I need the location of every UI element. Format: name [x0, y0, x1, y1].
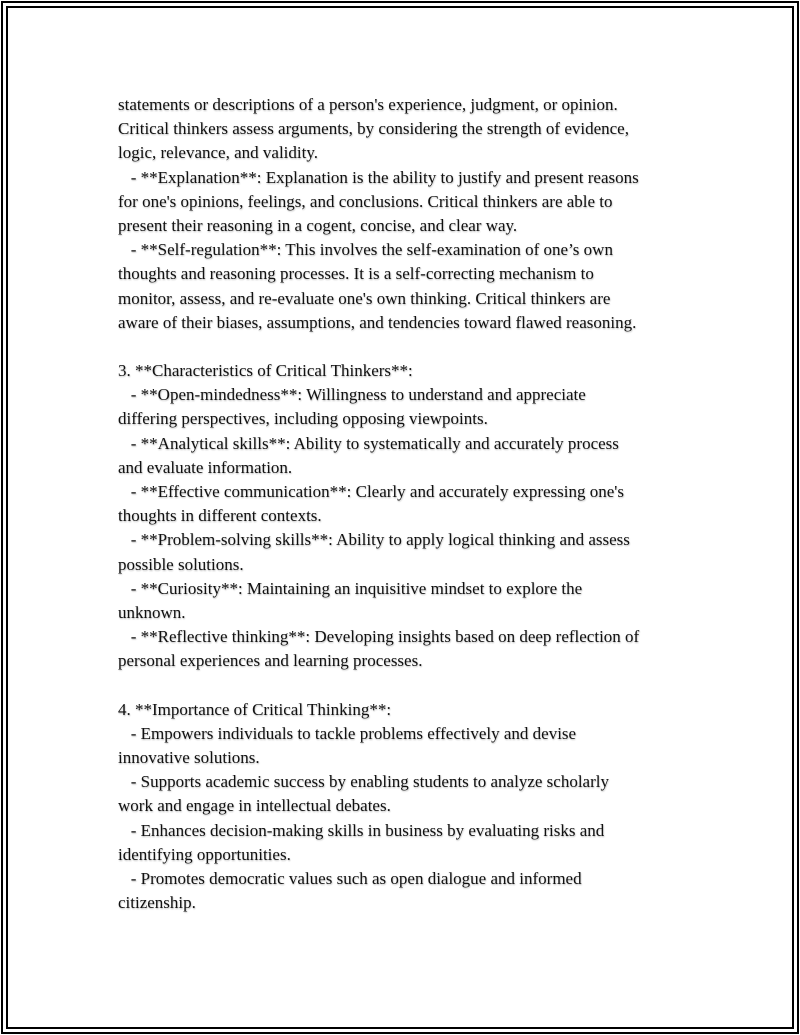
text-line: aware of their biases, assumptions, and tendencies toward flawed reasoning.	[118, 312, 637, 332]
text-line: differing perspectives, including opposing viewpoints.	[118, 409, 488, 429]
text-line: statements or descriptions of a person's experience, judgment, or opinion.	[118, 95, 618, 114]
text-line: - **Self-regulation**: This involves the self-examination of one’s own	[118, 240, 613, 260]
document-body	[118, 93, 698, 915]
text-line: - **Explanation**: Explanation is the ability to justify and present reasons	[118, 167, 639, 187]
text-line: - **Reflective thinking**: Developing insights based on deep reflection of	[118, 627, 640, 647]
text-line: - Empowers individuals to tackle problems effectively and devise	[118, 723, 577, 743]
text-line: - Enhances decision-making skills in business by evaluating risks and	[118, 820, 605, 840]
text-line: Critical thinkers assess arguments, by considering the strength of evidence,	[118, 119, 629, 139]
text-line: monitor, assess, and re-evaluate one's own thinking. Critical thinkers are	[118, 288, 611, 308]
text-line: - **Problem-solving skills**: Ability to apply logical thinking and assess	[118, 530, 630, 550]
text-line: for one's opinions, feelings, and conclusions. Critical thinkers are able to	[118, 191, 613, 211]
text-line: identifying opportunities.	[118, 844, 291, 864]
text-line: citizenship.	[118, 893, 196, 913]
blank-line	[118, 335, 698, 359]
text-line: - **Open-mindedness**: Willingness to understand and appreciate	[118, 385, 586, 405]
text-line: innovative solutions.	[118, 748, 260, 768]
section-heading: 3. **Characteristics of Critical Thinkers**:	[118, 361, 413, 381]
text-line: - **Effective communication**: Clearly and accurately expressing one's	[118, 482, 624, 501]
blank-line	[118, 674, 698, 698]
text-line: - **Analytical skills**: Ability to systematically and accurately process	[118, 433, 619, 453]
text-line: thoughts and reasoning processes. It is a self-correcting mechanism to	[118, 264, 594, 284]
text-line: possible solutions.	[118, 554, 244, 574]
text-line: and evaluate information.	[118, 457, 293, 477]
text-line: present their reasoning in a cogent, concise, and clear way.	[118, 215, 518, 235]
text-line: - Promotes democratic values such as open dialogue and informed	[118, 869, 582, 888]
text-line: work and engage in intellectual debates.	[118, 796, 391, 816]
text-line: unknown.	[118, 602, 186, 622]
text-line: thoughts in different contexts.	[118, 506, 322, 526]
text-line: - **Curiosity**: Maintaining an inquisitive mindset to explore the	[118, 578, 583, 598]
text-line: - Supports academic success by enabling students to analyze scholarly	[118, 772, 609, 792]
text-line: personal experiences and learning processes.	[118, 651, 423, 671]
section-heading: 4. **Importance of Critical Thinking**:	[118, 699, 392, 719]
text-line: logic, relevance, and validity.	[118, 143, 318, 163]
